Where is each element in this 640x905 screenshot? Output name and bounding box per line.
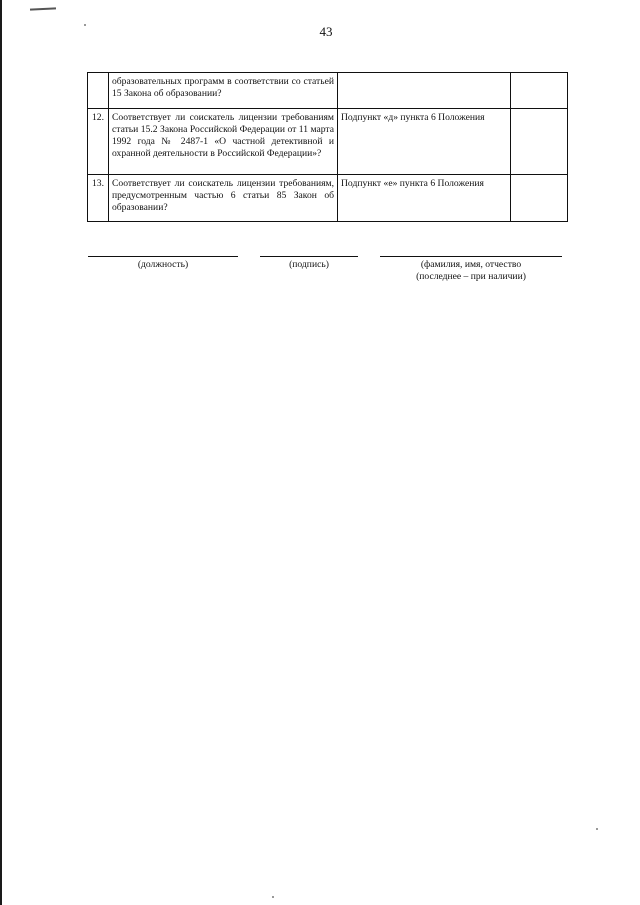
row-legal-basis: Подпункт «е» пункта 6 Положения <box>338 175 511 222</box>
page-number: 43 <box>319 24 333 39</box>
row-answer-cell <box>511 175 568 222</box>
signature-line <box>260 256 358 257</box>
row-legal-basis: Подпункт «д» пункта 6 Положения <box>338 109 511 175</box>
table-row <box>88 175 568 222</box>
scan-artifact <box>596 828 598 830</box>
row-answer-cell <box>511 73 568 109</box>
scan-artifact <box>272 896 274 898</box>
full-name-caption-note: (последнее – при наличии) <box>416 271 526 282</box>
page-left-edge <box>0 0 2 905</box>
position-signature-line <box>88 256 238 257</box>
table-row <box>88 73 568 109</box>
row-question: образовательных программ в соответствии со статьей 15 Закона об образовании? <box>109 73 338 109</box>
scan-artifact <box>30 7 56 10</box>
row-answer-cell <box>511 109 568 175</box>
signature-caption: (подпись) <box>289 259 329 270</box>
row-question: Соответствует ли соискатель лицензии требованиям, предусмотренным частью 6 статьи 85 Закон об образовании? <box>109 175 338 222</box>
position-caption: (должность) <box>137 259 189 270</box>
row-number <box>88 73 109 109</box>
full-name-caption: (фамилия, имя, отчество <box>420 259 522 270</box>
row-question: Соответствует ли соискатель лицензии требованиям статьи 15.2 Закона Российской Федерации от 11 марта 1992 года № 2487-1 «О частной детективной и охранной деятельности в Российской Федерации»? <box>109 109 338 175</box>
table-row <box>88 109 568 175</box>
license-requirements-table <box>87 72 568 222</box>
row-number: 13. <box>88 175 109 222</box>
row-legal-basis <box>338 73 511 109</box>
row-number: 12. <box>88 109 109 175</box>
full-name-signature-line <box>380 256 562 257</box>
